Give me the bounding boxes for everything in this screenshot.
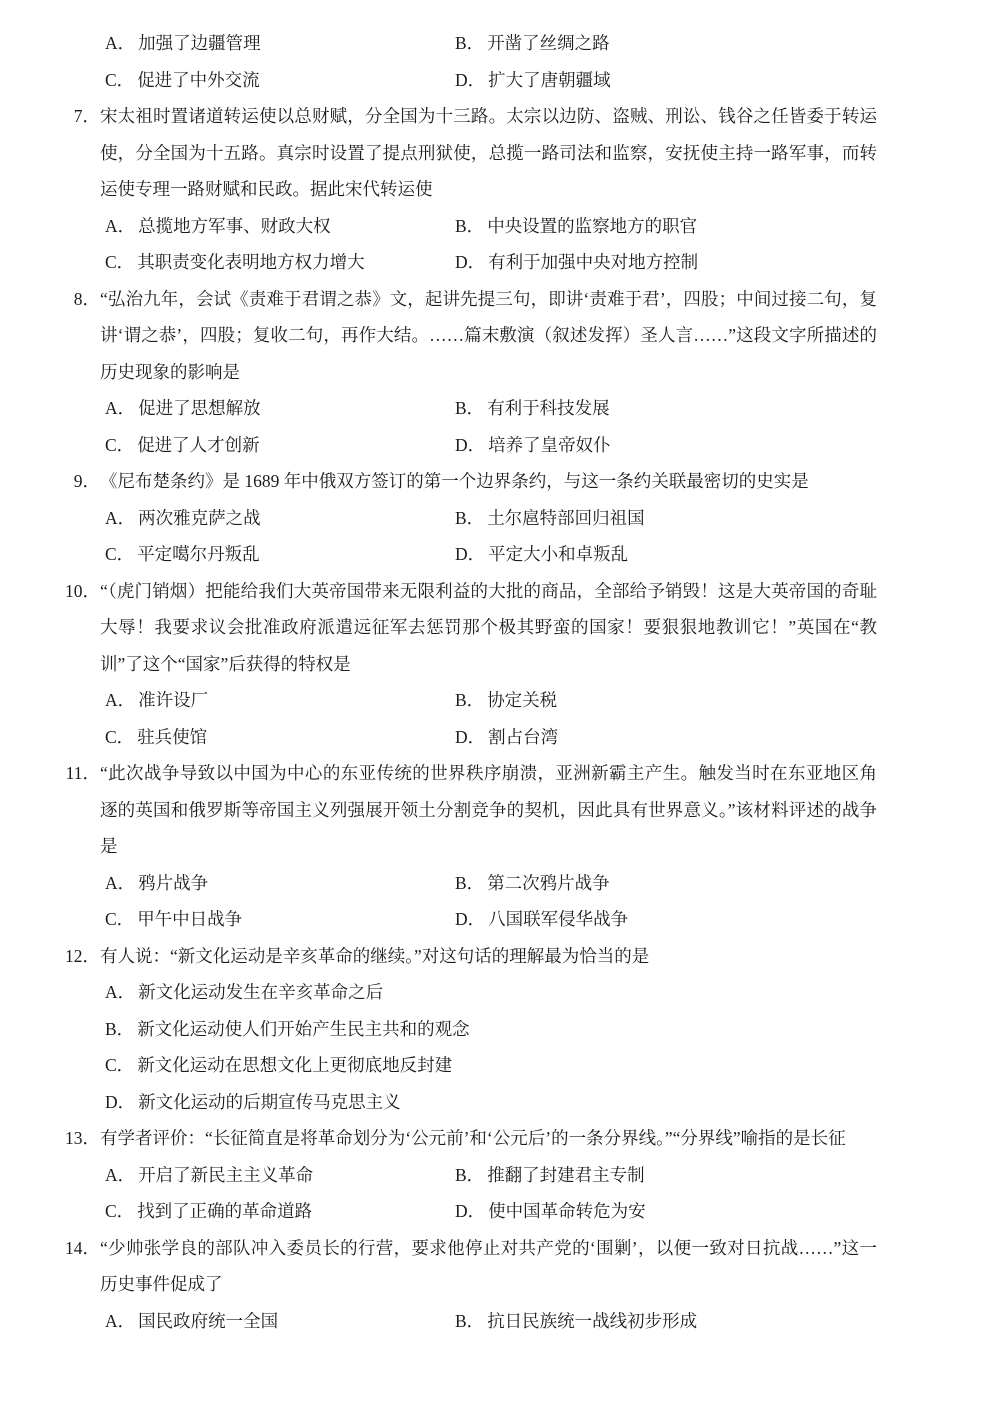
option-label: A． (105, 507, 136, 528)
option-label: B． (455, 1310, 485, 1331)
option-text: 准许设厂 (138, 690, 209, 710)
option-text: 培养了皇帝奴仆 (488, 434, 611, 455)
option-C (105, 1047, 877, 1084)
question-body (100, 938, 877, 1121)
option-text: 促进了人才创新 (137, 434, 260, 455)
question-body (100, 463, 877, 573)
option-B (455, 1303, 877, 1340)
option-text: 甲午中日战争 (137, 909, 243, 929)
option-text: 第二次鸦片战争 (487, 872, 610, 893)
option-label: D． (455, 726, 486, 747)
option-label: D． (455, 1201, 486, 1221)
option-label: A． (105, 33, 136, 53)
option-A (105, 25, 455, 62)
option-label: B． (455, 872, 485, 893)
question-body (100, 281, 877, 464)
question-stem: “少帅张学良的部队冲入委员长的行营，要求他停止对共产党的‘围剿’，以便一致对日抗战……”这一历史事件促成了 (100, 1237, 877, 1294)
option-text: 土尔扈特部回归祖国 (487, 507, 645, 528)
option-label: D． (455, 69, 486, 90)
leading-options (100, 25, 877, 98)
option-text: 中央设置的监察地方的职官 (487, 215, 698, 236)
option-label: D． (455, 434, 486, 455)
question-options (100, 500, 877, 573)
option-text: 有利于科技发展 (487, 398, 610, 418)
option-label: A． (105, 215, 136, 236)
option-B (455, 682, 877, 719)
option-label: C． (105, 252, 135, 272)
leading-options-block (62, 25, 877, 98)
question-stem: 有学者评价：“长征简直是将革命划分为‘公元前’和‘公元后’的一条分界线。”“分界线”喻指的是长征 (100, 1128, 846, 1148)
option-B (455, 25, 877, 62)
question-body (100, 1230, 877, 1340)
option-A (105, 1303, 455, 1340)
question-options (100, 682, 877, 755)
question-options (100, 390, 877, 463)
question-number: 13． (65, 1128, 100, 1148)
question-stem: 有人说：“新文化运动是辛亥革命的继续。”对这句话的理解最为恰当的是 (100, 945, 650, 966)
question-number: 12． (65, 945, 100, 966)
question-13 (62, 1120, 877, 1230)
option-D (455, 1193, 877, 1230)
question-options (100, 865, 877, 938)
option-text: 扩大了唐朝疆域 (488, 69, 611, 90)
option-text: 八国联军侵华战争 (488, 909, 629, 929)
option-label: B． (105, 1018, 135, 1039)
question-number: 10． (65, 580, 100, 601)
question-options (100, 1303, 877, 1340)
option-text: 新文化运动的后期宣传马克思主义 (138, 1091, 401, 1112)
option-text: 割占台湾 (488, 726, 559, 747)
option-C (105, 1193, 455, 1230)
option-label: D． (105, 1091, 136, 1112)
question-stem: “此次战争导致以中国为中心的东亚传统的世界秩序崩溃，亚洲新霸主产生。触发当时在东亚地区角逐的英国和俄罗斯等帝国主义列强展开领土分割竞争的契机，因此具有世界意义。”该材料评述的战争是 (100, 763, 877, 856)
question-stem: 宋太祖时置诸道转运使以总财赋，分全国为十三路。太宗以边防、盗贼、刑讼、钱谷之任皆委于转运使，分全国为十五路。真宗时设置了提点刑狱使，总揽一路司法和监察，安抚使主持一路军事，而转运使专理一路财赋和民政。据此宋代转运使 (100, 106, 877, 199)
question-8 (62, 281, 877, 464)
option-label: A． (105, 982, 136, 1002)
option-label: B． (455, 398, 485, 418)
option-text: 新文化运动使人们开始产生民主共和的观念 (137, 1018, 470, 1039)
question-9 (62, 463, 877, 573)
question-number: 9． (73, 471, 100, 491)
option-text: 国民政府统一全国 (138, 1310, 279, 1331)
option-label: A． (105, 872, 136, 893)
option-A (105, 1157, 455, 1194)
option-B (455, 865, 877, 902)
option-text: 平定噶尔丹叛乱 (137, 544, 260, 564)
option-B (455, 390, 877, 427)
option-C (105, 62, 455, 99)
option-text: 驻兵使馆 (137, 726, 208, 747)
question-number: 11． (65, 763, 100, 783)
question-stem: “（虎门销烟）把能给我们大英帝国带来无限利益的大批的商品，全部给予销毁！这是大英帝国的奇耻大辱！我要求议会批准政府派遣远征军去惩罚那个极其野蛮的国家！要狠狠地教训它！”英国在“教训”了这个“国家”后获得的特权是 (100, 580, 877, 674)
option-D (455, 427, 877, 464)
option-text: 找到了正确的革命道路 (137, 1201, 313, 1221)
option-D (455, 62, 877, 99)
option-label: B． (455, 690, 485, 710)
option-text: 有利于加强中央对地方控制 (488, 252, 699, 272)
option-label: B． (455, 1164, 485, 1185)
option-A (105, 682, 455, 719)
question-stem: “弘治九年，会试《责难于君谓之恭》文，起讲先提三句，即讲‘责难于君’，四股；中间过接二句，复讲‘谓之恭’，四股；复收二句，再作大结。……篇末敷演（叙述发挥）圣人言……”这段文字所描述的历史现象的影响是 (100, 288, 877, 382)
question-list (62, 98, 877, 1339)
option-label: B． (455, 215, 485, 236)
option-text: 促进了中外交流 (137, 69, 260, 90)
option-text: 促进了思想解放 (138, 398, 261, 418)
option-C (105, 536, 455, 573)
option-text: 抗日民族统一战线初步形成 (487, 1310, 698, 1331)
option-D (455, 244, 877, 281)
option-label: C． (105, 909, 135, 929)
option-text: 协定关税 (487, 690, 558, 710)
option-label: D． (455, 252, 486, 272)
question-number: 7． (73, 106, 100, 126)
option-label: C． (105, 726, 135, 747)
question-body (100, 98, 877, 281)
question-14 (62, 1230, 877, 1340)
option-text: 开凿了丝绸之路 (487, 33, 610, 53)
option-C (105, 719, 455, 756)
option-D (455, 901, 877, 938)
option-text: 两次雅克萨之战 (138, 507, 261, 528)
question-7 (62, 98, 877, 281)
question-number: 14． (65, 1237, 100, 1258)
option-text: 加强了边疆管理 (138, 33, 261, 53)
option-B (455, 1157, 877, 1194)
option-A (105, 865, 455, 902)
option-text: 总揽地方军事、财政大权 (138, 215, 331, 236)
option-text: 使中国革命转危为安 (488, 1201, 646, 1221)
option-A (105, 208, 455, 245)
option-D (455, 719, 877, 756)
option-text: 新文化运动在思想文化上更彻底地反封建 (137, 1055, 453, 1075)
option-label: D． (455, 544, 486, 564)
option-C (105, 901, 455, 938)
question-options (100, 1157, 877, 1230)
option-D (105, 1084, 877, 1121)
option-label: C． (105, 434, 135, 455)
question-options (100, 208, 877, 281)
option-text: 鸦片战争 (138, 872, 209, 893)
question-11 (62, 755, 877, 938)
option-label: C． (105, 69, 135, 90)
option-label: A． (105, 690, 136, 710)
option-text: 开启了新民主主义革命 (138, 1164, 314, 1185)
option-label: C． (105, 1055, 135, 1075)
option-A (105, 500, 455, 537)
option-B (455, 500, 877, 537)
question-number: 8． (73, 288, 100, 309)
option-A (105, 390, 455, 427)
leading-options-body (100, 25, 877, 98)
option-text: 新文化运动发生在辛亥革命之后 (138, 982, 384, 1002)
option-text: 其职责变化表明地方权力增大 (137, 252, 365, 272)
question-stem: 《尼布楚条约》是 1689 年中俄双方签订的第一个边界条约，与这一条约关联最密切的史实是 (100, 471, 809, 491)
option-label: A． (105, 398, 136, 418)
question-10 (62, 573, 877, 756)
question-body (100, 573, 877, 756)
option-label: B． (455, 33, 485, 53)
option-C (105, 427, 455, 464)
option-label: D． (455, 909, 486, 929)
option-text: 平定大小和卓叛乱 (488, 544, 629, 564)
question-options (100, 974, 877, 1120)
option-label: A． (105, 1310, 136, 1331)
question-12 (62, 938, 877, 1121)
option-A (105, 974, 877, 1011)
option-label: C． (105, 1201, 135, 1221)
option-B (455, 208, 877, 245)
option-B (105, 1011, 877, 1048)
question-body (100, 755, 877, 938)
option-label: B． (455, 507, 485, 528)
option-label: C． (105, 544, 135, 564)
option-D (455, 536, 877, 573)
question-body (100, 1120, 877, 1230)
option-C (105, 244, 455, 281)
option-label: A． (105, 1164, 136, 1185)
option-text: 推翻了封建君主专制 (487, 1164, 645, 1185)
